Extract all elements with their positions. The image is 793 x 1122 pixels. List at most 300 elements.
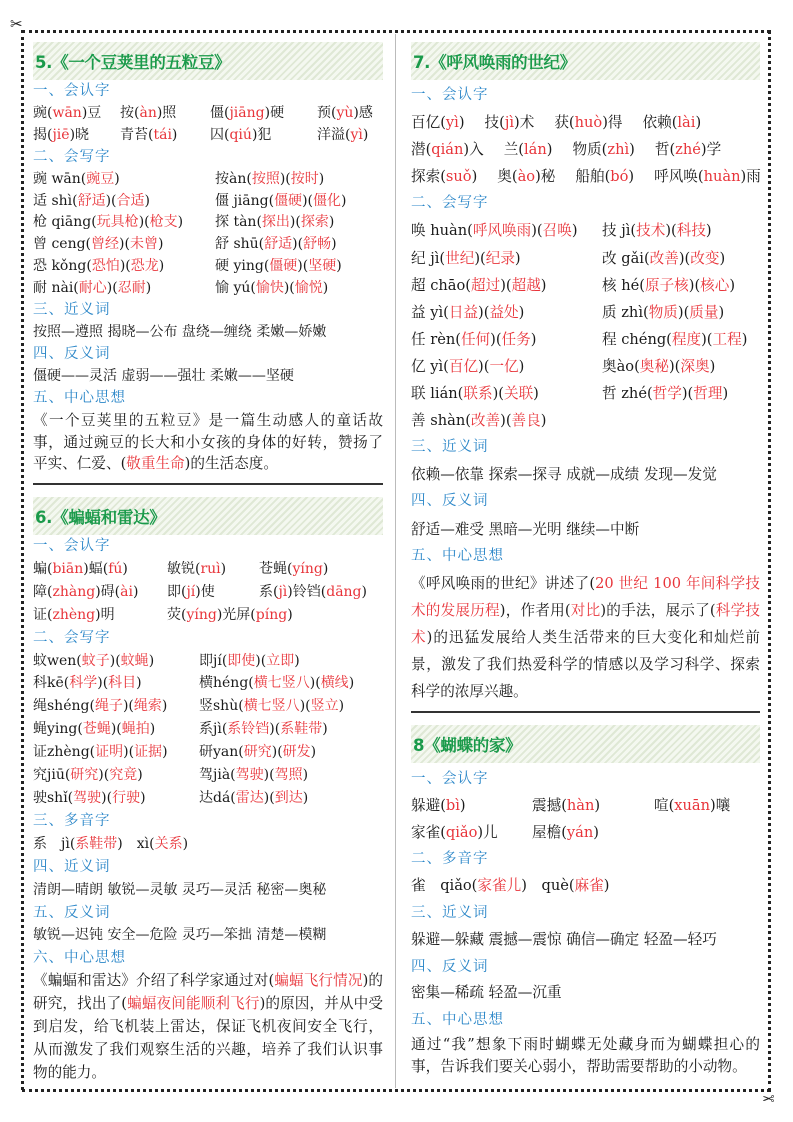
text: )碍(: [95, 583, 121, 600]
answer-text: 僵硬: [274, 192, 303, 209]
answer-text: 物质: [648, 303, 678, 321]
text: ) xì(: [117, 835, 155, 852]
item-row: [33, 672, 383, 695]
text: 达dá(: [199, 789, 236, 806]
vocab-item: [33, 581, 167, 604]
text: 震撼(: [532, 796, 567, 814]
answer-text: 关系: [154, 835, 183, 852]
text: 联 lián(: [411, 385, 464, 403]
text: ): [331, 236, 337, 253]
answer-text: 立即: [266, 652, 295, 669]
text: 证(: [33, 606, 53, 623]
answer-text: 系鞋带: [75, 835, 118, 852]
answer-text: 雷达: [235, 789, 264, 806]
vocab-item: [215, 256, 383, 278]
lesson-5: [33, 42, 383, 485]
section-heading: 四、反义词: [33, 345, 111, 362]
vocab-item: [411, 163, 477, 190]
text: ): [741, 330, 748, 348]
answer-text: 驾驶: [235, 767, 264, 784]
text: )(: [279, 170, 291, 187]
text: 曾 ceng(: [33, 236, 92, 253]
item-row: [33, 787, 383, 810]
answer-text: 对比: [570, 601, 601, 619]
text: ): [705, 222, 712, 240]
text: )硬: [264, 104, 285, 121]
item-row: [33, 234, 383, 256]
section-heading: 四、反义词: [411, 493, 489, 510]
text: ): [729, 276, 736, 294]
answer-text: 愉悦: [294, 280, 323, 297]
lesson-7: [411, 42, 760, 713]
section-heading: 六、中心思想: [33, 950, 126, 967]
text: )(: [263, 789, 275, 806]
text: )蝠(: [83, 560, 109, 577]
answer-text: 善良: [511, 412, 541, 430]
text: )感: [353, 104, 373, 121]
text: ): [322, 560, 329, 577]
text: 躲避(: [411, 796, 446, 814]
vocab-item: [572, 136, 634, 163]
text: ): [603, 877, 610, 895]
answer-text: 关联: [503, 385, 534, 403]
item-row: [411, 136, 760, 163]
text: 家雀(: [411, 823, 446, 841]
text: )(: [474, 249, 486, 267]
text: 苍蝇(: [259, 560, 293, 577]
text: )的手法，展示了(: [600, 601, 716, 619]
answer-text: 驾驶: [73, 789, 102, 806]
text: 揭(: [33, 126, 53, 143]
text: ): [629, 141, 635, 159]
vocab-item: [33, 787, 199, 810]
section-heading: 二、会写字: [33, 148, 111, 165]
text: 清朗—晴朗 敏锐—灵敏 灵巧—灵活 秘密—奥秘: [33, 881, 327, 898]
text: ): [348, 675, 355, 692]
answer-text: lán: [524, 141, 547, 159]
text: 潜(: [411, 141, 432, 159]
text: )(: [271, 744, 283, 761]
text: 兰(: [503, 141, 524, 159]
answer-text: 蚊子: [81, 652, 110, 669]
answer-text: 家雀儿: [477, 877, 522, 895]
item-row: [411, 927, 760, 954]
section-divider: [411, 711, 760, 713]
text: )(: [665, 222, 677, 240]
answer-text: 按时: [290, 170, 319, 187]
vocab-item: [504, 136, 553, 163]
text: 证zhèng(: [33, 744, 96, 761]
lesson-title-band: [33, 497, 383, 535]
text: 质 zhì(: [602, 303, 649, 321]
vocab-item: [259, 558, 383, 581]
text: ): [148, 652, 155, 669]
text: 技 jì(: [602, 222, 637, 240]
section-heading: 一、会认字: [33, 83, 111, 99]
column-divider: [395, 34, 396, 1088]
vocab-item: [411, 299, 602, 326]
answer-text: zhàng: [52, 583, 96, 600]
text: )术: [514, 114, 535, 132]
vocab-item: [554, 109, 622, 136]
vocab-item: [33, 212, 215, 234]
text: )雨: [740, 168, 761, 186]
text: 科kē(: [33, 675, 70, 692]
item-row: [411, 873, 760, 900]
answer-text: 探索: [300, 214, 329, 231]
answer-text: 横七竖八: [243, 698, 300, 715]
item-row: [411, 272, 760, 299]
text: 绳shéng(: [33, 698, 95, 715]
text: 洋溢(: [317, 126, 351, 143]
answer-text: 任务: [501, 330, 531, 348]
text: ): [144, 192, 150, 209]
text: ): [294, 652, 300, 669]
answer-text: xuān: [674, 796, 711, 814]
text: )学: [700, 141, 722, 159]
vocab-item: [120, 103, 210, 125]
answer-text: 苍蝇: [82, 721, 111, 738]
item-row: [411, 407, 760, 434]
section-heading: 五、中心思想: [33, 389, 126, 406]
text: 蝙(: [33, 560, 53, 577]
text: 系 jì(: [33, 835, 76, 852]
answer-text: 驾照: [274, 767, 303, 784]
answer-text: 行驶: [112, 789, 141, 806]
lesson-body: [33, 80, 383, 485]
answer-text: 绳子: [94, 698, 123, 715]
text: 善 shàn(: [411, 412, 471, 430]
text: 船舶(: [575, 168, 611, 186]
answer-text: 原子核: [644, 276, 689, 294]
section-heading: 五、反义词: [33, 904, 111, 921]
answer-text: 按照: [251, 170, 280, 187]
item-row: [33, 741, 383, 764]
item-row: [33, 125, 383, 147]
item-row: [33, 212, 383, 234]
summary-paragraph: [33, 410, 383, 476]
answer-text: 到达: [274, 789, 303, 806]
vocab-item: [411, 516, 760, 543]
lesson-title: 8《蝴蝶的家》: [413, 736, 522, 755]
item-row: [411, 980, 760, 1007]
vocab-item: [199, 695, 383, 718]
text: )(: [283, 280, 295, 297]
vocab-item: [532, 793, 654, 820]
text: ): [157, 236, 164, 253]
text: ): [709, 357, 716, 375]
text: ): [518, 357, 525, 375]
text: )(: [492, 385, 504, 403]
text: 获(: [554, 114, 575, 132]
text: ): [302, 767, 309, 784]
text: 蝇ying(: [33, 721, 83, 738]
item-row: [33, 879, 383, 902]
text: 愉 yú(: [215, 280, 256, 297]
text: ): [546, 141, 553, 159]
text: ): [571, 222, 578, 240]
answer-text: 证据: [134, 744, 163, 761]
text: 按(: [120, 104, 140, 121]
text: )嚷: [710, 796, 731, 814]
answer-text: biān: [52, 560, 84, 577]
answer-text: yíng: [292, 560, 323, 577]
vocab-item: [215, 234, 383, 256]
answer-text: 忍耐: [117, 280, 146, 297]
answer-text: 麻雀: [574, 877, 604, 895]
text: 囚(: [210, 126, 230, 143]
text: ): [458, 114, 465, 132]
item-row: [33, 581, 383, 604]
answer-text: 超过: [471, 276, 501, 294]
vocab-item: [411, 380, 602, 407]
lesson-title: 5.《一个豆荚里的五粒豆》: [35, 53, 231, 72]
vocab-item: [317, 125, 383, 147]
text: 程 chéng(: [602, 330, 672, 348]
vocab-item: [602, 217, 760, 244]
vocab-item: [215, 212, 383, 234]
text: 唤 huàn(: [411, 222, 473, 240]
text: )晓: [69, 126, 90, 143]
vocab-item: [33, 234, 215, 256]
text: )(: [122, 698, 134, 715]
answer-text: 恐怕: [91, 258, 120, 275]
text: )铃铛(: [287, 583, 327, 600]
vocab-item: [215, 278, 383, 300]
vocab-item: [210, 103, 317, 125]
text: )(: [110, 721, 122, 738]
answer-text: 任何: [460, 330, 491, 348]
section-heading: 三、近义词: [411, 439, 489, 456]
vocab-item: [602, 272, 760, 299]
section-heading: 二、会写字: [411, 195, 489, 212]
vocab-item: [655, 136, 721, 163]
answer-text: 改变: [690, 249, 720, 267]
answer-text: qiú: [229, 126, 252, 143]
text: 硬 ying(: [215, 258, 270, 275]
answer-text: 研发: [282, 744, 311, 761]
item-row: [411, 353, 760, 380]
item-row: [411, 516, 760, 543]
text: )(: [309, 675, 321, 692]
text: 《呼风唤雨的世纪》讲述了(: [411, 574, 596, 592]
vocab-item: [643, 109, 702, 136]
vocab-item: [654, 163, 761, 190]
text: 驶shǐ(: [33, 789, 74, 806]
vocab-item: [33, 169, 215, 191]
answer-text: 技术: [636, 222, 666, 240]
text: ): [540, 412, 547, 430]
text: ): [114, 170, 120, 187]
text: ): [341, 192, 347, 209]
answer-text: yán: [566, 823, 594, 841]
item-row: [33, 322, 383, 344]
answer-text: fú: [108, 560, 123, 577]
item-row: [33, 695, 383, 718]
text: 奥ào(: [602, 357, 640, 375]
text: )(: [297, 258, 309, 275]
answer-text: 核心: [700, 276, 730, 294]
text: 密集—稀疏 轻盈—沉重: [411, 984, 562, 1002]
text: 荧(: [167, 606, 187, 623]
answer-text: suǒ: [445, 168, 472, 186]
text: )，作者用(: [499, 601, 571, 619]
text: ): [132, 583, 139, 600]
text: 呼风唤(: [654, 168, 704, 186]
vocab-item: [33, 879, 383, 902]
answer-text: huàn: [703, 168, 741, 186]
text: 枪 qiāng(: [33, 214, 97, 231]
answer-text: 研究: [70, 767, 99, 784]
text: ): [149, 721, 156, 738]
lesson-title-band: [33, 42, 383, 80]
vocab-item: [411, 109, 465, 136]
text: 躲避—躲藏 震撼—震惊 确信—确定 轻盈—轻巧: [411, 930, 717, 948]
answer-text: qián: [431, 141, 464, 159]
text: ): [137, 767, 143, 784]
text: )(: [119, 236, 130, 253]
text: 恐 kǒng(: [33, 258, 92, 275]
section-heading: 四、近义词: [33, 858, 111, 875]
vocab-item: [532, 820, 654, 847]
text: 依赖—依靠 探索—探寻 成就—成绩 发现—发觉: [411, 466, 717, 484]
text: 屋檐(: [532, 823, 567, 841]
text: 适 shì(: [33, 192, 78, 209]
answer-text: ào: [517, 168, 536, 186]
text: ): [136, 675, 142, 692]
answer-text: 超越: [511, 276, 541, 294]
text: ): [287, 606, 293, 623]
vocab-item: [33, 558, 167, 581]
vocab-item: [215, 169, 383, 191]
answer-text: bì: [445, 796, 460, 814]
text: ): [530, 330, 537, 348]
text: ): [362, 126, 369, 143]
lesson-6: [33, 497, 383, 1085]
text: ): [220, 560, 227, 577]
text: )(: [101, 789, 113, 806]
text: 僵(: [210, 104, 230, 121]
text: 纪 jì(: [411, 249, 446, 267]
vocab-item: [411, 217, 602, 244]
item-row: [33, 604, 383, 627]
answer-text: 恐龙: [130, 258, 159, 275]
text: )(: [109, 652, 121, 669]
answer-text: yíng: [186, 606, 217, 623]
vocab-item: [602, 353, 760, 380]
text: ): [162, 744, 168, 761]
item-row: [411, 109, 760, 136]
vocab-item: [33, 924, 383, 947]
scissors-icon: ✂: [10, 15, 23, 33]
text: ): [336, 258, 342, 275]
answer-text: 枪支: [149, 214, 178, 231]
answer-text: 绳索: [133, 698, 162, 715]
text: )的生活态度。: [184, 455, 278, 473]
answer-text: àn: [139, 104, 157, 121]
answer-text: 科学技术: [411, 601, 760, 646]
answer-text: zhèng: [52, 606, 96, 623]
text: 哲 zhé(: [602, 385, 653, 403]
text: ): [593, 823, 599, 841]
item-row: [411, 217, 760, 244]
text: 探索(: [411, 168, 446, 186]
vocab-item: [411, 820, 532, 847]
text: 系(: [259, 583, 279, 600]
lesson-title-band: [411, 42, 760, 80]
answer-text: 蚊蝇: [120, 652, 149, 669]
text: )(: [138, 214, 150, 231]
text: 改 gǎi(: [602, 249, 650, 267]
item-row: [33, 103, 383, 125]
text: )的研究，找出了(: [33, 972, 383, 1013]
text: 豌 wān(: [33, 170, 87, 187]
answer-text: qiǎo: [445, 823, 478, 841]
answer-text: 横线: [320, 675, 349, 692]
text: 核 hé(: [602, 276, 645, 294]
text: 奥(: [497, 168, 518, 186]
answer-text: 蝇拍: [121, 721, 150, 738]
text: ): [628, 168, 635, 186]
text: )(: [478, 357, 490, 375]
answer-text: 竖立: [310, 698, 339, 715]
text: )(: [106, 280, 118, 297]
text: ): [122, 560, 128, 577]
text: ): [719, 249, 726, 267]
vocab-item: [33, 191, 215, 213]
text: )光屏(: [216, 606, 256, 623]
answer-text: 改善: [470, 412, 501, 430]
answer-text: bó: [610, 168, 629, 186]
text: )(: [678, 249, 691, 267]
text: ): [471, 168, 478, 186]
answer-text: 工程: [712, 330, 742, 348]
section-heading: 二、会写字: [33, 629, 111, 646]
vocab-item: [199, 764, 383, 787]
vocab-item: [33, 764, 199, 787]
item-row: [411, 326, 760, 353]
vocab-item: [199, 672, 383, 695]
vocab-item: [411, 793, 532, 820]
text: 按àn(: [215, 170, 252, 187]
item-row: [33, 278, 383, 300]
answer-text: 百亿: [448, 357, 479, 375]
answer-text: 呼风唤雨: [472, 222, 532, 240]
answer-text: 愉快: [255, 280, 284, 297]
text: ): [158, 258, 165, 275]
text: 技(: [484, 114, 505, 132]
answer-text: 研究: [243, 744, 272, 761]
text: ): [318, 170, 325, 187]
answer-text: 系鞋带: [280, 721, 323, 738]
text: )(: [500, 276, 512, 294]
answer-text: 纪录: [485, 249, 515, 267]
text: 按照—遵照 揭晓—公布 盘绕—缠绕 柔嫩—娇嫩: [33, 323, 327, 340]
section-heading: 三、近义词: [411, 904, 489, 921]
answer-text: jí: [186, 583, 196, 600]
text: 百亿(: [411, 114, 446, 132]
answer-text: yì: [350, 126, 363, 143]
text: )(: [105, 192, 117, 209]
text: )(: [269, 721, 281, 738]
text: 喧(: [654, 796, 675, 814]
answer-text: zhé: [675, 141, 701, 159]
answer-text: 蝙蝠夜间能顺利飞行: [127, 995, 260, 1013]
text: 亿 yì(: [411, 357, 449, 375]
vocab-item: [602, 299, 760, 326]
answer-text: zhì: [607, 141, 630, 159]
answer-text: wān: [52, 104, 82, 121]
